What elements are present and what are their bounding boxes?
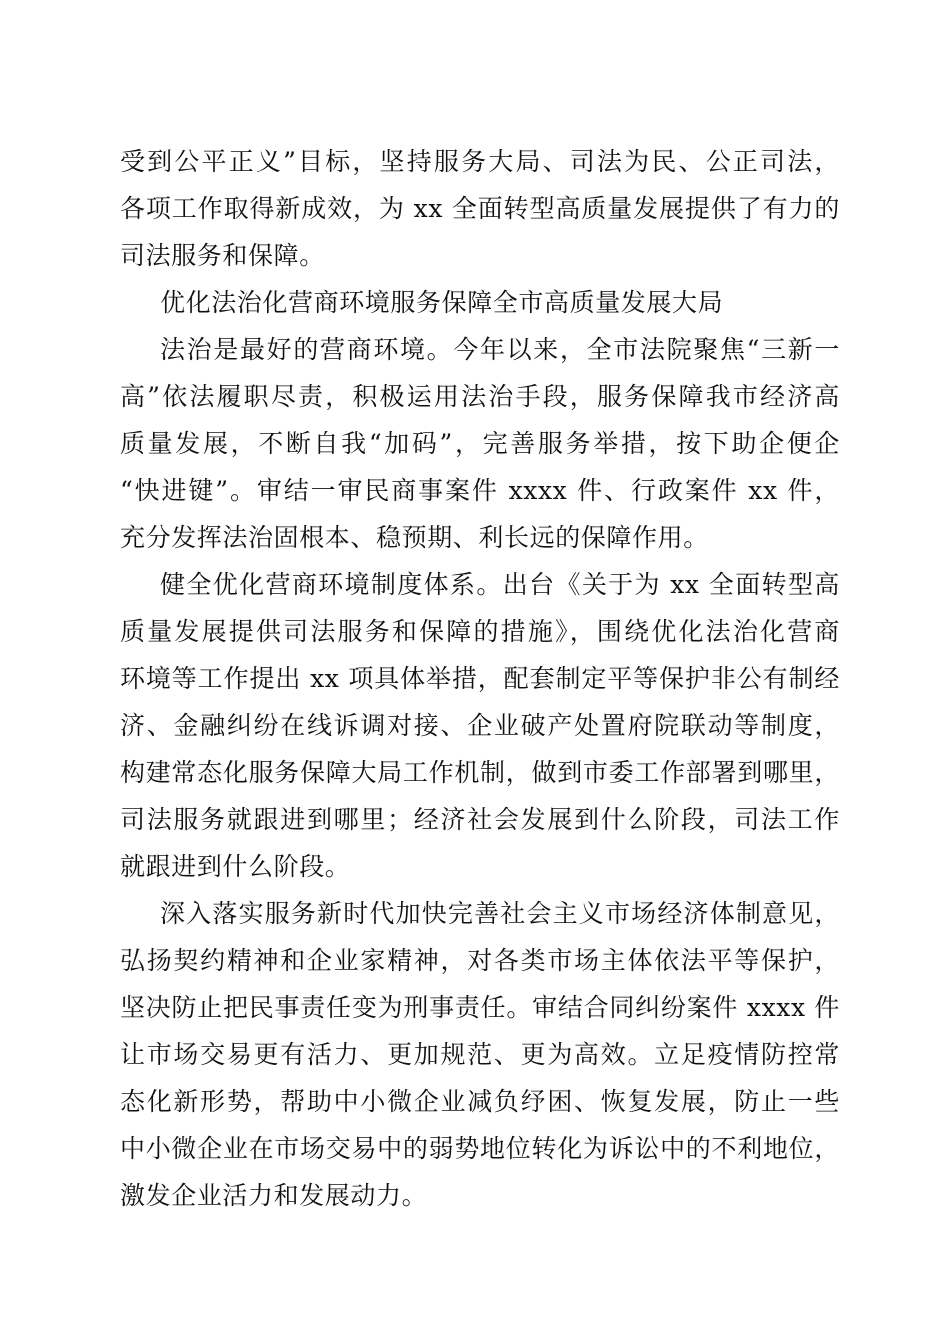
text-line: 中小微企业在市场交易中的弱势地位转化为诉讼中的不利地位， <box>120 1134 840 1163</box>
text-line: 弘扬契约精神和企业家精神，对各类市场主体依法平等保护， <box>120 946 840 975</box>
text-line: 各项工作取得新成效，为 xx 全面转型高质量发展提供了有力的 <box>120 194 840 223</box>
text-line: 济、金融纠纷在线诉调对接、企业破产处置府院联动等制度， <box>120 711 840 740</box>
text-line: 构建常态化服务保障大局工作机制，做到市委工作部署到哪里， <box>120 758 840 787</box>
section-heading: 优化法治化营商环境服务保障全市高质量发展大局 <box>160 288 724 317</box>
text-line: 坚决防止把民事责任变为刑事责任。审结合同纠纷案件 xxxx 件 <box>120 993 840 1022</box>
text-line: 让市场交易更有活力、更加规范、更为高效。立足疫情防控常 <box>120 1040 840 1069</box>
text-line: 就跟进到什么阶段。 <box>120 852 351 881</box>
text-line: 环境等工作提出 xx 项具体举措，配套制定平等保护非公有制经 <box>120 664 840 693</box>
text-line: 质量发展，不断自我“加码”，完善服务举措，按下助企便企 <box>120 429 840 458</box>
text-line: 激发企业活力和发展动力。 <box>120 1181 428 1210</box>
text-line: 司法服务和保障。 <box>120 241 325 270</box>
text-line: 充分发挥法治固根本、稳预期、利长远的保障作用。 <box>120 523 709 552</box>
text-line: 司法服务就跟进到哪里；经济社会发展到什么阶段，司法工作 <box>120 805 840 834</box>
text-line: 法治是最好的营商环境。今年以来，全市法院聚焦“三新一 <box>160 335 840 364</box>
text-line: 受到公平正义”目标，坚持服务大局、司法为民、公正司法， <box>120 147 840 176</box>
text-line: “快进键”。审结一审民商事案件 xxxx 件、行政案件 xx 件， <box>120 476 840 505</box>
text-line: 高”依法履职尽责，积极运用法治手段，服务保障我市经济高 <box>120 382 840 411</box>
text-line: 态化新形势，帮助中小微企业减负纾困、恢复发展，防止一些 <box>120 1087 840 1116</box>
text-line: 深入落实服务新时代加快完善社会主义市场经济体制意见， <box>160 899 840 928</box>
text-line: 健全优化营商环境制度体系。出台《关于为 xx 全面转型高 <box>160 570 840 599</box>
text-line: 质量发展提供司法服务和保障的措施》，围绕优化法治化营商 <box>120 617 840 646</box>
